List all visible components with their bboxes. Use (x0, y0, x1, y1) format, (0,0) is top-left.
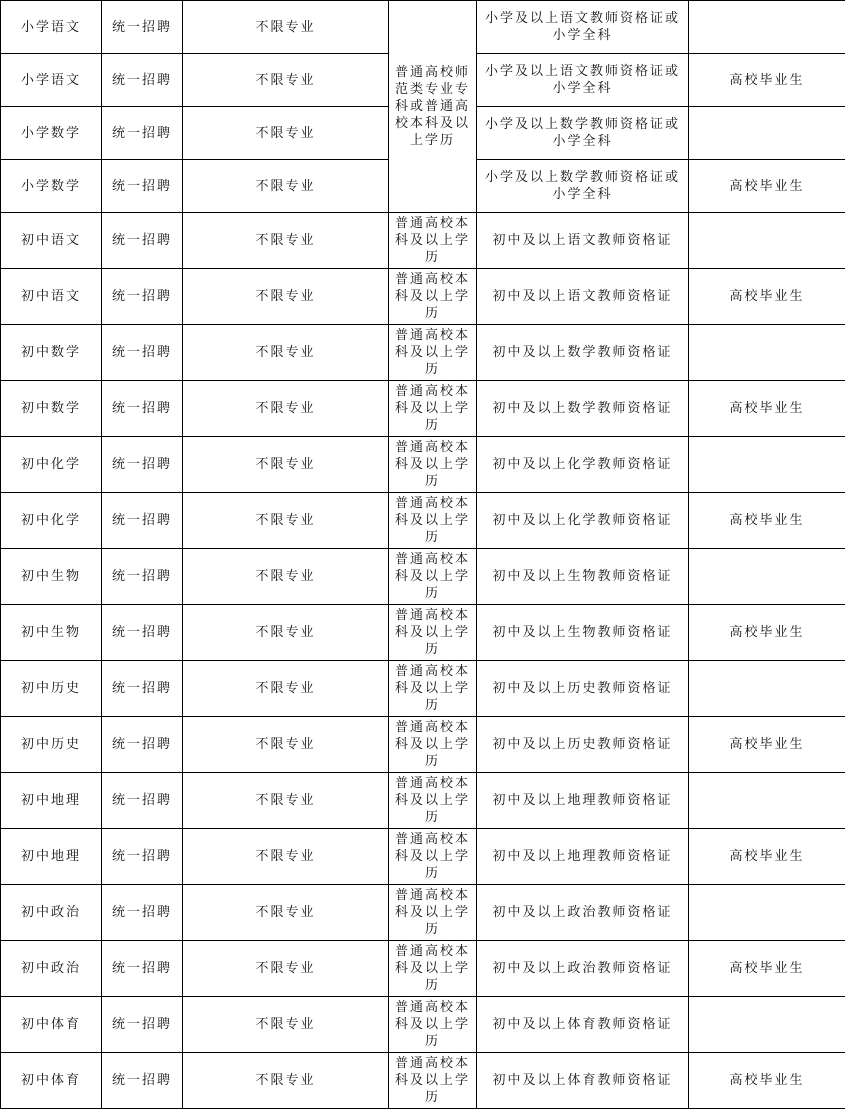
other-cell (689, 773, 845, 829)
subject-cell: 初中化学 (1, 437, 102, 493)
subject-cell: 初中政治 (1, 885, 102, 941)
other-cell (689, 437, 845, 493)
qualification-cell: 小学及以上数学教师资格证或小学全科 (477, 107, 689, 160)
qualification-cell: 初中及以上数学教师资格证 (477, 381, 689, 437)
subject-cell: 小学数学 (1, 107, 102, 160)
qualification-cell: 初中及以上生物教师资格证 (477, 549, 689, 605)
education-cell-merged: 普通高校师范类专业专科或普通高校本科及以上学历 (389, 1, 477, 213)
other-cell (689, 885, 845, 941)
subject-cell: 初中生物 (1, 605, 102, 661)
major-cell: 不限专业 (183, 493, 389, 549)
subject-cell: 初中地理 (1, 829, 102, 885)
subject-cell: 初中历史 (1, 661, 102, 717)
other-cell: 高校毕业生 (689, 160, 845, 213)
education-cell: 普通高校本科及以上学历 (389, 437, 477, 493)
table-row (1, 381, 845, 437)
education-cell: 普通高校本科及以上学历 (389, 549, 477, 605)
other-cell (689, 107, 845, 160)
education-cell: 普通高校本科及以上学历 (389, 269, 477, 325)
other-cell (689, 661, 845, 717)
other-cell: 高校毕业生 (689, 717, 845, 773)
method-cell: 统一招聘 (102, 1, 183, 54)
subject-cell: 初中语文 (1, 269, 102, 325)
major-cell: 不限专业 (183, 160, 389, 213)
major-cell: 不限专业 (183, 325, 389, 381)
major-cell: 不限专业 (183, 107, 389, 160)
other-cell: 高校毕业生 (689, 269, 845, 325)
qualification-cell: 小学及以上语文教师资格证或小学全科 (477, 54, 689, 107)
method-cell: 统一招聘 (102, 941, 183, 997)
other-cell: 高校毕业生 (689, 941, 845, 997)
method-cell: 统一招聘 (102, 829, 183, 885)
education-cell: 普通高校本科及以上学历 (389, 997, 477, 1053)
qualification-cell: 初中及以上生物教师资格证 (477, 605, 689, 661)
major-cell: 不限专业 (183, 437, 389, 493)
subject-cell: 小学数学 (1, 160, 102, 213)
method-cell: 统一招聘 (102, 160, 183, 213)
table-row (1, 717, 845, 773)
education-cell: 普通高校本科及以上学历 (389, 381, 477, 437)
major-cell: 不限专业 (183, 829, 389, 885)
other-cell: 高校毕业生 (689, 605, 845, 661)
major-cell: 不限专业 (183, 381, 389, 437)
qualification-cell: 初中及以上地理教师资格证 (477, 773, 689, 829)
table-row (1, 885, 845, 941)
table-row (1, 829, 845, 885)
major-cell: 不限专业 (183, 1, 389, 54)
qualification-cell: 初中及以上历史教师资格证 (477, 661, 689, 717)
table-row (1, 661, 845, 717)
major-cell: 不限专业 (183, 997, 389, 1053)
major-cell: 不限专业 (183, 605, 389, 661)
qualification-cell: 初中及以上政治教师资格证 (477, 885, 689, 941)
other-cell: 高校毕业生 (689, 829, 845, 885)
other-cell: 高校毕业生 (689, 1053, 845, 1109)
other-cell: 高校毕业生 (689, 381, 845, 437)
table-row (1, 437, 845, 493)
qualification-cell: 小学及以上数学教师资格证或小学全科 (477, 160, 689, 213)
major-cell: 不限专业 (183, 1053, 389, 1109)
major-cell: 不限专业 (183, 549, 389, 605)
junior-rows (1, 213, 845, 1109)
method-cell: 统一招聘 (102, 605, 183, 661)
education-cell: 普通高校本科及以上学历 (389, 493, 477, 549)
qualification-cell: 初中及以上历史教师资格证 (477, 717, 689, 773)
method-cell: 统一招聘 (102, 381, 183, 437)
table-row (1, 1, 845, 54)
method-cell: 统一招聘 (102, 661, 183, 717)
subject-cell: 初中历史 (1, 717, 102, 773)
qualification-cell: 初中及以上数学教师资格证 (477, 325, 689, 381)
other-cell: 高校毕业生 (689, 493, 845, 549)
qualification-cell: 小学及以上语文教师资格证或小学全科 (477, 1, 689, 54)
method-cell: 统一招聘 (102, 269, 183, 325)
table-row (1, 1053, 845, 1109)
subject-cell: 初中数学 (1, 325, 102, 381)
education-cell: 普通高校本科及以上学历 (389, 941, 477, 997)
subject-cell: 初中化学 (1, 493, 102, 549)
major-cell: 不限专业 (183, 269, 389, 325)
other-cell (689, 325, 845, 381)
education-cell: 普通高校本科及以上学历 (389, 717, 477, 773)
method-cell: 统一招聘 (102, 885, 183, 941)
table-row (1, 493, 845, 549)
major-cell: 不限专业 (183, 213, 389, 269)
table-row (1, 213, 845, 269)
education-cell: 普通高校本科及以上学历 (389, 213, 477, 269)
subject-cell: 小学语文 (1, 54, 102, 107)
method-cell: 统一招聘 (102, 1053, 183, 1109)
education-cell: 普通高校本科及以上学历 (389, 661, 477, 717)
education-cell: 普通高校本科及以上学历 (389, 605, 477, 661)
method-cell: 统一招聘 (102, 107, 183, 160)
qualification-cell: 初中及以上地理教师资格证 (477, 829, 689, 885)
method-cell: 统一招聘 (102, 549, 183, 605)
major-cell: 不限专业 (183, 54, 389, 107)
qualification-cell: 初中及以上语文教师资格证 (477, 213, 689, 269)
qualification-cell: 初中及以上政治教师资格证 (477, 941, 689, 997)
table-row (1, 325, 845, 381)
method-cell: 统一招聘 (102, 997, 183, 1053)
method-cell: 统一招聘 (102, 213, 183, 269)
major-cell: 不限专业 (183, 885, 389, 941)
education-cell: 普通高校本科及以上学历 (389, 325, 477, 381)
subject-cell: 初中语文 (1, 213, 102, 269)
qualification-cell: 初中及以上体育教师资格证 (477, 1053, 689, 1109)
qualification-cell: 初中及以上体育教师资格证 (477, 997, 689, 1053)
other-cell (689, 213, 845, 269)
table-row (1, 549, 845, 605)
qualification-cell: 初中及以上化学教师资格证 (477, 437, 689, 493)
method-cell: 统一招聘 (102, 54, 183, 107)
other-cell (689, 549, 845, 605)
method-cell: 统一招聘 (102, 773, 183, 829)
table-row (1, 605, 845, 661)
education-cell: 普通高校本科及以上学历 (389, 829, 477, 885)
major-cell: 不限专业 (183, 661, 389, 717)
subject-cell: 初中体育 (1, 1053, 102, 1109)
subject-cell: 初中生物 (1, 549, 102, 605)
education-cell: 普通高校本科及以上学历 (389, 773, 477, 829)
other-cell (689, 997, 845, 1053)
qualification-cell: 初中及以上化学教师资格证 (477, 493, 689, 549)
other-cell (689, 1, 845, 54)
subject-cell: 小学语文 (1, 1, 102, 54)
method-cell: 统一招聘 (102, 325, 183, 381)
table-row (1, 941, 845, 997)
table-row (1, 997, 845, 1053)
table-row (1, 773, 845, 829)
major-cell: 不限专业 (183, 773, 389, 829)
education-cell: 普通高校本科及以上学历 (389, 885, 477, 941)
subject-cell: 初中政治 (1, 941, 102, 997)
subject-cell: 初中数学 (1, 381, 102, 437)
method-cell: 统一招聘 (102, 493, 183, 549)
major-cell: 不限专业 (183, 941, 389, 997)
subject-cell: 初中体育 (1, 997, 102, 1053)
other-cell: 高校毕业生 (689, 54, 845, 107)
table-row (1, 269, 845, 325)
education-cell: 普通高校本科及以上学历 (389, 1053, 477, 1109)
major-cell: 不限专业 (183, 717, 389, 773)
method-cell: 统一招聘 (102, 717, 183, 773)
subject-cell: 初中地理 (1, 773, 102, 829)
qualification-cell: 初中及以上语文教师资格证 (477, 269, 689, 325)
method-cell: 统一招聘 (102, 437, 183, 493)
